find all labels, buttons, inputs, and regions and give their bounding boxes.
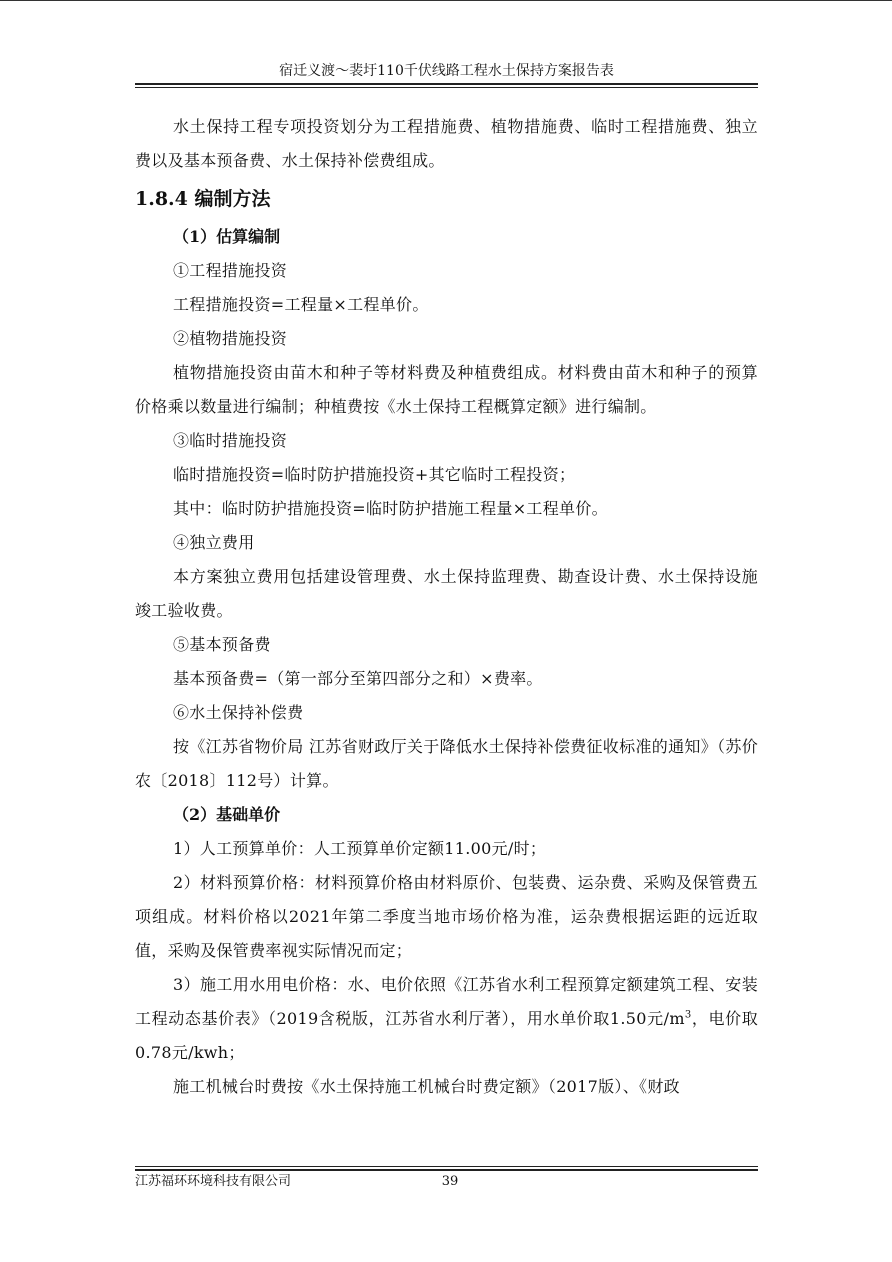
footer-rule-thin [135, 1166, 758, 1167]
water-power-price-paragraph [135, 968, 758, 1070]
unit-price-heading: （2）基础单价 [173, 805, 281, 824]
item6-title: ⑥水土保持补偿费 [173, 703, 304, 722]
document-body [135, 110, 758, 1104]
intro-paragraph: 水土保持工程专项投资划分为工程措施费、植物措施费、临时工程措施费、独立费以及基本预备费、水土保持补偿费组成。 [135, 117, 758, 170]
item4-title: ④独立费用 [173, 533, 255, 552]
cubic-superscript: 3 [684, 1009, 692, 1021]
footer-company: 江苏福环环境科技有限公司 [135, 1174, 292, 1189]
item1-text: 工程措施投资=工程量×工程单价。 [173, 295, 429, 314]
page-top-edge [0, 0, 892, 1]
footer-rule [135, 1169, 758, 1171]
item6-text: 按《江苏省物价局 江苏省财政厅关于降低水土保持补偿费征收标准的通知》（苏价农〔2018〕112号）计算。 [135, 737, 758, 790]
item5-title: ⑤基本预备费 [173, 635, 271, 654]
item1-title: ①工程措施投资 [173, 261, 288, 280]
item3-text1: 临时措施投资=临时防护措施投资+其它临时工程投资； [173, 465, 576, 484]
machinery-price-paragraph: 施工机械台时费按《水土保持施工机械台时费定额》（2017版）、《财政 [173, 1077, 680, 1096]
item5-text: 基本预备费=（第一部分至第四部分之和）×费率。 [173, 669, 543, 688]
page-number: 39 [441, 1174, 459, 1189]
section-heading: 1.8.4 编制方法 [135, 188, 271, 210]
item4-text: 本方案独立费用包括建设管理费、水土保持监理费、勘查设计费、水土保持设施竣工验收费。 [135, 567, 758, 620]
page-header-title: 宿迁义渡～裴圩110千伏线路工程水土保持方案报告表 [279, 63, 614, 79]
item3-title: ③临时措施投资 [173, 431, 288, 450]
estimate-heading: （1）估算编制 [173, 227, 281, 246]
water-power-text-a: 3）施工用水用电价格：水、电价依照《江苏省水利工程预算定额建筑工程、安装工程动态基价表》（2019含税版，江苏省水利厅著），用水单价取1.50元/m [135, 975, 758, 1028]
item2-title: ②植物措施投资 [173, 329, 288, 348]
header-rule [135, 83, 758, 85]
item2-text: 植物措施投资由苗木和种子等材料费及种植费组成。材料费由苗木和种子的预算价格乘以数量进行编制；种植费按《水土保持工程概算定额》进行编制。 [135, 363, 758, 416]
water-power-text-b: ，电价取0.78元/kwh； [135, 1009, 759, 1062]
labor-price-paragraph: 1）人工预算单价：人工预算单价定额11.00元/时； [173, 839, 547, 858]
header-rule-thin [135, 87, 758, 88]
material-price-paragraph: 2）材料预算价格：材料预算价格由材料原价、包装费、运杂费、采购及保管费五项组成。材料价格以2021年第二季度当地市场价格为准，运杂费根据运距的远近取值，采购及保管费率视实际情况而定； [135, 873, 758, 960]
item3-text2: 其中：临时防护措施投资=临时防护措施工程量×工程单价。 [173, 499, 608, 518]
